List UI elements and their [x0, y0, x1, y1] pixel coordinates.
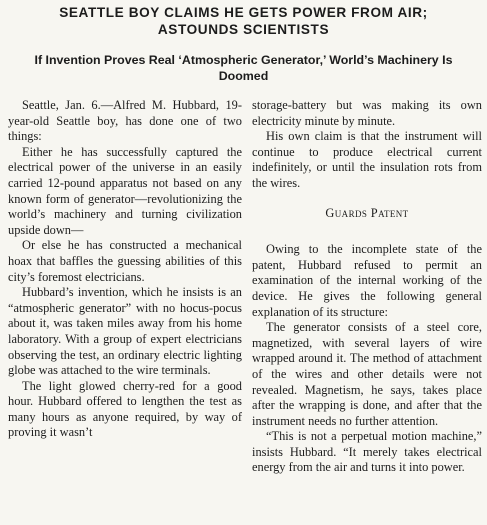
headline-line-1: SEATTLE BOY CLAIMS HE GETS POWER FROM AIR;: [59, 5, 428, 20]
paragraph-continuation: storage-battery but was making its own electricity minute by minute.: [252, 98, 482, 128]
paragraph: The generator consists of a steel core, magnetized, with several layers of wire wrapped around it. The method of attachment of the wires and other details were not revealed. Magnetism, he says, takes place after the wrapping is done, and after that the instrument needs no further attention.: [252, 320, 482, 428]
paragraph: Hubbard’s invention, which he insists is an “atmospheric generator” with no hocus-pocus about it, was taken miles away from his home laboratory. With a group of expert electricians observing the test, an ordinary electric lighting globe was attached to the wire terminals.: [8, 285, 242, 378]
left-column: [8, 98, 242, 441]
subheadline-line-1: If Invention Proves Real ‘Atmospheric Generator,’ World’s Machinery Is: [34, 53, 453, 67]
subheadline: [6, 52, 481, 84]
right-column: [252, 98, 482, 476]
paragraph: Either he has successfully captured the electrical power of the universe in an easily carried 12-pound apparatus not based on any known form of generator—revolutionizing the world’s machinery and turning civilization upside down—: [8, 144, 242, 237]
headline: [0, 4, 487, 38]
paragraph: Owing to the incomplete state of the patent, Hubbard refused to permit an examination of the internal working of the device. He gives the following general explanation of its structure:: [252, 242, 482, 319]
subheadline-line-2: Doomed: [218, 69, 269, 83]
paragraph: Or else he has constructed a mechanical hoax that baffles the guessing abilities of this city’s foremost electricians.: [8, 238, 242, 284]
section-subhead: Guards Patent: [325, 205, 409, 220]
paragraph: The light glowed cherry-red for a good hour. Hubbard offered to lengthen the test as many hours as anyone required, by way of proving it wasn’t: [8, 378, 242, 440]
paragraph: “This is not a perpetual motion machine,” insists Hubbard. “It merely takes electrical energy from the air and turns it into power.: [252, 429, 482, 475]
paragraph: His own claim is that the instrument will continue to produce electrical current indefinitely, or until the insulation rots from the wires.: [252, 129, 482, 190]
paragraph: Seattle, Jan. 6.—Alfred M. Hubbard, 19-year-old Seattle boy, has done one of two things:: [8, 98, 242, 144]
headline-line-2: ASTOUNDS SCIENTISTS: [157, 22, 330, 37]
